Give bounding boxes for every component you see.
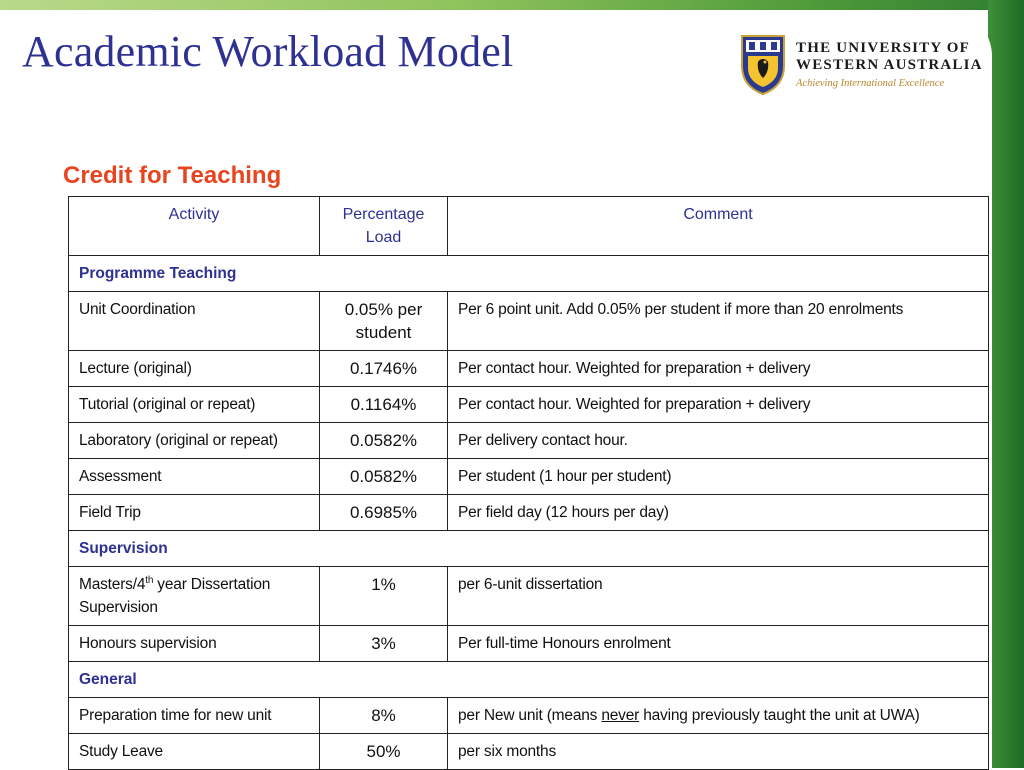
- activity-cell: Laboratory (original or repeat): [69, 423, 320, 459]
- comment-cell: Per delivery contact hour.: [448, 423, 989, 459]
- activity-cell: [69, 567, 320, 626]
- university-logo: [740, 34, 983, 100]
- load-cell: 3%: [320, 626, 448, 662]
- right-accent-band: [988, 0, 1024, 768]
- activity-text: year Dissertation Supervision: [79, 576, 271, 616]
- university-name-line2: WESTERN AUSTRALIA: [796, 57, 983, 73]
- table-row: [69, 423, 989, 459]
- activity-cell: Lecture (original): [69, 351, 320, 387]
- table-row: [69, 495, 989, 531]
- table-row: [69, 626, 989, 662]
- load-cell: 1%: [320, 567, 448, 626]
- comment-cell: per 6-unit dissertation: [448, 567, 989, 626]
- university-tagline: Achieving International Excellence: [796, 78, 945, 89]
- table-header-row: [69, 197, 989, 256]
- comment-cell: Per contact hour. Weighted for preparation + delivery: [448, 387, 989, 423]
- header-comment: Comment: [448, 197, 989, 256]
- slide-title: Academic Workload Model: [22, 27, 514, 76]
- activity-cell: Field Trip: [69, 495, 320, 531]
- load-cell: 0.6985%: [320, 495, 448, 531]
- comment-cell: Per student (1 hour per student): [448, 459, 989, 495]
- table-row: [69, 459, 989, 495]
- university-name-line1: THE UNIVERSITY OF: [796, 40, 971, 56]
- activity-cell: Unit Coordination: [69, 292, 320, 351]
- comment-cell: [448, 698, 989, 734]
- activity-cell: Study Leave: [69, 734, 320, 770]
- comment-text: per New unit (means: [458, 707, 602, 724]
- section-title: General: [69, 662, 989, 698]
- table-row: [69, 351, 989, 387]
- table-row: [69, 387, 989, 423]
- activity-cell: Honours supervision: [69, 626, 320, 662]
- load-cell: 0.1746%: [320, 351, 448, 387]
- activity-cell: Assessment: [69, 459, 320, 495]
- comment-cell: per six months: [448, 734, 989, 770]
- comment-emphasis: never: [601, 707, 640, 724]
- load-cell: 0.0582%: [320, 423, 448, 459]
- ordinal-suffix: th: [145, 574, 154, 586]
- table-row: [69, 292, 989, 351]
- section-heading: Credit for Teaching: [63, 162, 282, 189]
- credit-for-teaching-table: [68, 196, 989, 770]
- load-cell: 8%: [320, 698, 448, 734]
- header-percentage-load: Percentage Load: [320, 197, 448, 256]
- crest-icon: [740, 34, 786, 96]
- comment-cell: Per 6 point unit. Add 0.05% per student if more than 20 enrolments: [448, 292, 989, 351]
- load-cell: 0.0582%: [320, 459, 448, 495]
- activity-cell: Tutorial (original or repeat): [69, 387, 320, 423]
- load-cell: 0.1164%: [320, 387, 448, 423]
- table-row: [69, 734, 989, 770]
- comment-text: having previously taught the unit at UWA): [639, 707, 920, 724]
- top-accent-bar: [0, 0, 1024, 10]
- comment-cell: Per full-time Honours enrolment: [448, 626, 989, 662]
- section-title: Programme Teaching: [69, 256, 989, 292]
- table-row: [69, 698, 989, 734]
- activity-text: Masters/4: [79, 576, 146, 593]
- section-row-programme-teaching: [69, 256, 989, 292]
- comment-cell: Per contact hour. Weighted for preparation + delivery: [448, 351, 989, 387]
- section-title: Supervision: [69, 531, 989, 567]
- comment-cell: Per field day (12 hours per day): [448, 495, 989, 531]
- section-row-supervision: [69, 531, 989, 567]
- table-row: [69, 567, 989, 626]
- load-cell: 0.05% per student: [320, 292, 448, 351]
- activity-cell: Preparation time for new unit: [69, 698, 320, 734]
- section-row-general: [69, 662, 989, 698]
- header-activity: Activity: [69, 197, 320, 256]
- load-cell: 50%: [320, 734, 448, 770]
